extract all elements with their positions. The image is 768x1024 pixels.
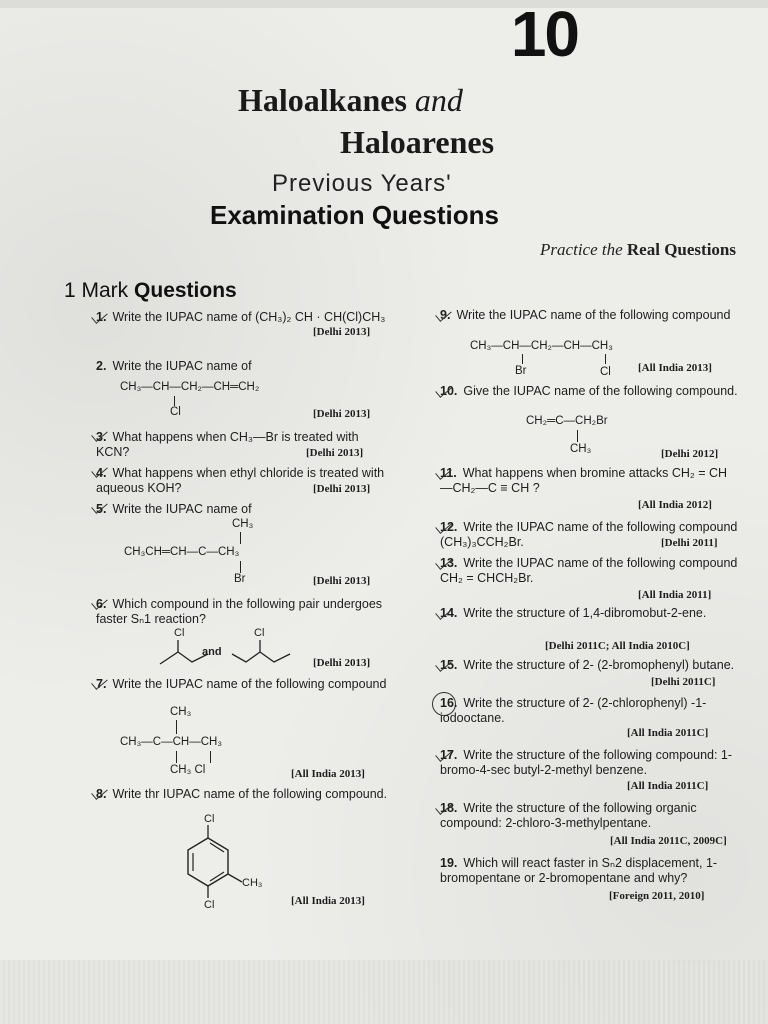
q6-and: and	[202, 646, 222, 658]
question-11-source: [All India 2012]	[638, 499, 712, 511]
q8-double-2	[210, 843, 224, 852]
question-9-source: [All India 2013]	[638, 362, 712, 374]
practice-banner	[540, 240, 736, 260]
q6-cl-left: Cl	[174, 627, 185, 639]
q9-cl: Cl	[600, 366, 611, 378]
q7-bond-top	[176, 720, 177, 734]
question-13	[440, 556, 738, 586]
question-2-source: [Delhi 2013]	[313, 408, 371, 420]
section-prefix: 1 Mark	[64, 279, 129, 302]
question-number: 6.	[96, 597, 107, 611]
question-text: Write the IUPAC name of (CH₃)₂ CH · CH(Cl)CH₃	[112, 310, 386, 324]
question-16	[440, 696, 738, 726]
question-15	[440, 658, 738, 673]
q5-structure-main: CH₃CH═CH—C—CH₃	[124, 546, 240, 558]
question-18	[440, 801, 738, 831]
question-number: 16.	[440, 696, 458, 710]
q8-benzene-structure	[176, 810, 276, 910]
question-8	[96, 787, 394, 802]
q10-bond	[577, 430, 578, 442]
q5-bond-top	[240, 532, 241, 544]
question-number: 9.	[440, 308, 451, 322]
q9-structure-main: CH₃—CH—CH₂—CH—CH₃	[470, 340, 613, 352]
question-number: 1.	[96, 310, 107, 324]
question-17	[440, 748, 738, 778]
question-text: What happens when ethyl chloride is treated with aqueous KOH?	[96, 466, 385, 495]
question-number: 18.	[440, 801, 458, 815]
question-17-source: [All India 2011C]	[627, 780, 709, 792]
question-text: Write the structure of 2- (2-chlorophenyl) -1-iodooctane.	[440, 696, 707, 725]
question-number: 7.	[96, 677, 107, 691]
question-number: 10.	[440, 384, 458, 398]
q7-bond-bottom-right	[210, 751, 211, 763]
question-number: 19.	[440, 856, 458, 870]
question-number: 8.	[96, 787, 107, 801]
section-label: Questions	[134, 279, 237, 302]
q8-bond-ch3	[228, 874, 242, 882]
question-3-source: [Delhi 2013]	[306, 447, 364, 459]
question-7-source: [All India 2013]	[291, 768, 365, 780]
q2-structure-main: CH₃—CH—CH₂—CH═CH₂	[120, 381, 260, 393]
question-text: Write the IUPAC name of the following compound (CH₃)₃CCH₂Br.	[440, 520, 738, 549]
question-5	[96, 502, 394, 517]
question-number: 4.	[96, 466, 107, 480]
question-number: 17.	[440, 748, 458, 762]
q7-bond-bottom-left	[176, 751, 177, 763]
scan-edge	[0, 0, 768, 8]
q6-chain-right	[232, 652, 290, 662]
question-14	[440, 606, 738, 621]
question-15-source: [Delhi 2011C]	[651, 676, 716, 688]
q9-br: Br	[515, 365, 527, 377]
question-7	[96, 677, 394, 692]
question-number: 11.	[440, 466, 457, 480]
subtitle-previous-years: Previous Years'	[272, 170, 452, 197]
title-and: and	[414, 82, 463, 118]
question-13-source: [All India 2011]	[638, 589, 712, 601]
question-6-source: [Delhi 2013]	[313, 657, 371, 669]
question-text: Write the structure of the following compound: 1-bromo-4-sec butyl-2-methyl benzene.	[440, 748, 733, 777]
q6-cl-right: Cl	[254, 627, 265, 639]
question-text: Write the structure of the following organic compound: 2-chloro-3-methylpentane.	[440, 801, 697, 830]
q7-structure-top: CH₃	[170, 706, 192, 718]
question-9	[440, 308, 738, 323]
question-text: Give the IUPAC name of the following compound.	[463, 384, 738, 398]
scan-noise	[0, 960, 768, 1024]
question-number: 3.	[96, 430, 107, 444]
question-16-source: [All India 2011C]	[627, 727, 709, 739]
question-14-source: [Delhi 2011C; All India 2010C]	[545, 640, 690, 652]
question-18-source: [All India 2011C, 2009C]	[610, 835, 727, 847]
question-text: Which compound in the following pair undergoes faster Sₙ1 reaction?	[96, 597, 383, 626]
question-text: Write the structure of 1,4-dibromobut-2-ene.	[463, 606, 707, 620]
q2-bond	[174, 396, 175, 406]
title-haloalkanes: Haloalkanes	[238, 82, 407, 118]
question-text: What happens when CH₃—Br is treated with KCN?	[96, 430, 359, 459]
question-12-source: [Delhi 2011]	[661, 537, 718, 549]
q8-ch3: CH₃	[242, 877, 263, 889]
q8-double-3	[210, 872, 224, 881]
q7-structure-sub: CH₃ Cl	[170, 764, 206, 776]
question-text: Write the IUPAC name of the following compound	[112, 677, 387, 691]
question-text: Write the IUPAC name of	[112, 502, 252, 516]
question-5-source: [Delhi 2013]	[313, 575, 371, 587]
q2-structure-sub: Cl	[170, 406, 181, 418]
question-8-source: [All India 2013]	[291, 895, 365, 907]
q8-cl-bottom: Cl	[204, 899, 215, 910]
q10-structure-main: CH₂═C—CH₂Br	[526, 415, 608, 427]
chapter-title-line1	[238, 82, 463, 119]
chapter-number: 10	[510, 0, 578, 70]
q8-ring	[188, 838, 228, 886]
q6-chain-left	[160, 652, 208, 664]
question-6	[96, 597, 394, 627]
q7-structure-main: CH₃—C—CH—CH₃	[120, 736, 223, 748]
q9-bond-cl	[605, 354, 606, 364]
question-1-source: [Delhi 2013]	[313, 326, 371, 338]
question-text: Write the structure of 2- (2-bromophenyl) butane.	[463, 658, 735, 672]
question-number: 12.	[440, 520, 458, 534]
practice-bold: Real Questions	[626, 240, 736, 259]
question-19-source: [Foreign 2011, 2010]	[609, 890, 705, 902]
question-2	[96, 359, 394, 374]
question-text: Write the IUPAC name of the following compound	[456, 308, 731, 322]
question-number: 15.	[440, 658, 458, 672]
question-text: Write the IUPAC name of	[112, 359, 252, 373]
q6-structures	[150, 624, 300, 666]
section-heading	[64, 279, 237, 303]
q5-bond-bottom	[240, 561, 241, 573]
question-number: 14.	[440, 606, 458, 620]
q8-cl-top: Cl	[204, 813, 215, 825]
question-text: What happens when bromine attacks CH₂ = CH—CH₂—C ≡ CH ?	[440, 466, 728, 495]
question-text: Which will react faster in Sₙ2 displacement, 1-bromopentane or 2-bromopentane and why?	[440, 856, 718, 885]
question-number: 13.	[440, 556, 458, 570]
question-text: Write the IUPAC name of the following compound CH₂ = CHCH₂Br.	[440, 556, 738, 585]
question-4-source: [Delhi 2013]	[313, 483, 371, 495]
question-10-source: [Delhi 2012]	[661, 448, 719, 460]
q5-structure-sub: Br	[234, 573, 246, 585]
q5-structure-top: CH₃	[232, 518, 254, 530]
question-1	[96, 310, 394, 325]
question-text: Write thr IUPAC name of the following compound.	[112, 787, 388, 801]
q9-bond-br	[522, 354, 523, 364]
subtitle-examination-questions: Examination Questions	[210, 200, 499, 230]
chapter-title-line2: Haloarenes	[340, 124, 495, 160]
q10-structure-sub: CH₃	[570, 443, 592, 455]
question-number: 2.	[96, 359, 107, 373]
question-11	[440, 466, 738, 496]
question-number: 5.	[96, 502, 107, 516]
practice-prefix: Practice the	[540, 240, 623, 259]
question-10	[440, 384, 738, 399]
question-19	[440, 856, 738, 886]
